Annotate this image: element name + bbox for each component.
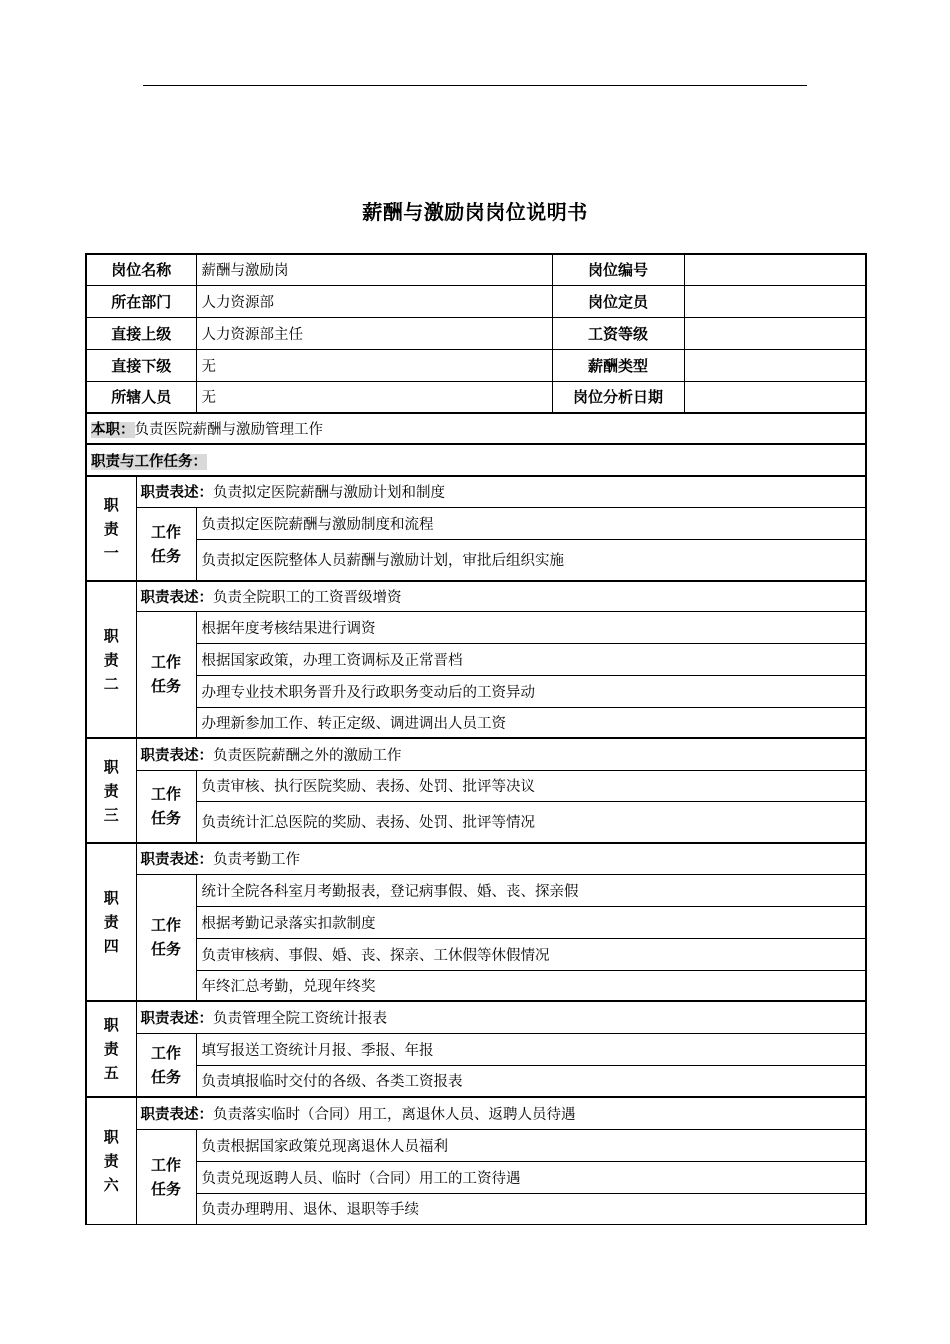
duties-heading-cell — [86, 444, 866, 476]
duty-1-desc: 职责表述：负责拟定医院薪酬与激励计划和制度 — [136, 476, 866, 507]
duty-5-task-1: 填写报送工资统计月报、季报、年报 — [196, 1033, 866, 1065]
desc-label: 职责表述： — [140, 1010, 213, 1027]
duty-1-task-1: 负责拟定医院薪酬与激励制度和流程 — [196, 507, 866, 539]
desc-label: 职责表述： — [140, 1106, 213, 1123]
desc-label: 职责表述： — [140, 747, 213, 764]
duty-4-task-1: 统计全院各科室月考勤报表，登记病事假、婚、丧、探亲假 — [196, 874, 866, 906]
superior-value: 人力资源部主任 — [196, 317, 552, 349]
subordinate-value: 无 — [196, 349, 552, 381]
position-no-label: 岗位编号 — [552, 254, 684, 285]
headcount-value — [684, 285, 866, 317]
duties-heading: 职责与工作任务： — [91, 453, 207, 470]
duty-6-desc: 职责表述：负责落实临时（合同）用工，离退休人员、返聘人员待遇 — [136, 1097, 866, 1129]
duty-4-desc: 职责表述：负责考勤工作 — [136, 843, 866, 874]
role-text: 负责医院薪酬与激励管理工作 — [134, 422, 323, 438]
duty-5-name: 职 责 五 — [86, 1001, 136, 1097]
department-value: 人力资源部 — [196, 285, 552, 317]
supervised-value: 无 — [196, 381, 552, 413]
position-no-value — [684, 254, 866, 285]
duty-2-task-3: 办理专业技术职务晋升及行政职务变动后的工资异动 — [196, 675, 866, 707]
desc-label: 职责表述： — [140, 485, 213, 502]
duty-4-task-label: 工作 任务 — [136, 874, 196, 1001]
duty-2-desc: 职责表述：负责全院职工的工资晋级增资 — [136, 581, 866, 611]
duty-6-task-3: 负责办理聘用、退休、退职等手续 — [196, 1193, 866, 1224]
pay-type-label: 薪酬类型 — [552, 349, 684, 381]
desc-label: 职责表述： — [140, 589, 213, 606]
desc-label: 职责表述： — [140, 852, 213, 869]
position-name-value: 薪酬与激励岗 — [196, 254, 552, 285]
salary-grade-value — [684, 317, 866, 349]
duty-5-desc: 职责表述：负责管理全院工资统计报表 — [136, 1001, 866, 1033]
duty-5-task-label: 工作 任务 — [136, 1033, 196, 1097]
duty-1-desc-row — [86, 476, 866, 507]
role-label: 本职： — [91, 422, 135, 438]
duty-1-task-2: 负责拟定医院整体人员薪酬与激励计划，审批后组织实施 — [196, 539, 866, 581]
duty-2-name: 职 责 二 — [86, 581, 136, 738]
headcount-label: 岗位定员 — [552, 285, 684, 317]
superior-label: 直接上级 — [86, 317, 196, 349]
salary-grade-label: 工资等级 — [552, 317, 684, 349]
duty-2-task-2: 根据国家政策，办理工资调标及正常晋档 — [196, 643, 866, 675]
analysis-date-value — [684, 381, 866, 413]
role-summary — [86, 413, 866, 444]
header-rule — [143, 85, 807, 86]
duty-3-desc: 职责表述：负责医院薪酬之外的激励工作 — [136, 738, 866, 770]
duty-4-task-3: 负责审核病、事假、婚、丧、探亲、工休假等休假情况 — [196, 938, 866, 970]
duty-3-name: 职 责 三 — [86, 738, 136, 843]
duty-4-name: 职 责 四 — [86, 843, 136, 1001]
position-name-label: 岗位名称 — [86, 254, 196, 285]
duty-1-task-label: 工作 任务 — [136, 507, 196, 581]
job-description-table — [85, 253, 867, 1225]
duty-6-task-label: 工作 任务 — [136, 1129, 196, 1224]
duty-2-task-1: 根据年度考核结果进行调资 — [196, 611, 866, 643]
duty-6-name: 职 责 六 — [86, 1097, 136, 1224]
duty-1-name: 职 责 一 — [86, 476, 136, 581]
duty-6-task-1: 负责根据国家政策兑现离退休人员福利 — [196, 1129, 866, 1161]
analysis-date-label: 岗位分析日期 — [552, 381, 684, 413]
supervised-label: 所辖人员 — [86, 381, 196, 413]
department-label: 所在部门 — [86, 285, 196, 317]
duty-5-task-2: 负责填报临时交付的各级、各类工资报表 — [196, 1065, 866, 1097]
duty-3-task-1: 负责审核、执行医院奖励、表扬、处罚、批评等决议 — [196, 770, 866, 801]
subordinate-label: 直接下级 — [86, 349, 196, 381]
duty-6-task-2: 负责兑现返聘人员、临时（合同）用工的工资待遇 — [196, 1161, 866, 1193]
document-title: 薪酬与激励岗岗位说明书 — [362, 200, 588, 224]
duty-3-task-label: 工作 任务 — [136, 770, 196, 843]
duty-3-task-2: 负责统计汇总医院的奖励、表扬、处罚、批评等情况 — [196, 801, 866, 843]
duty-4-task-2: 根据考勤记录落实扣款制度 — [196, 906, 866, 938]
pay-type-value — [684, 349, 866, 381]
duty-2-task-label: 工作 任务 — [136, 611, 196, 738]
duty-4-task-4: 年终汇总考勤，兑现年终奖 — [196, 970, 866, 1001]
duty-2-task-4: 办理新参加工作、转正定级、调进调出人员工资 — [196, 707, 866, 738]
